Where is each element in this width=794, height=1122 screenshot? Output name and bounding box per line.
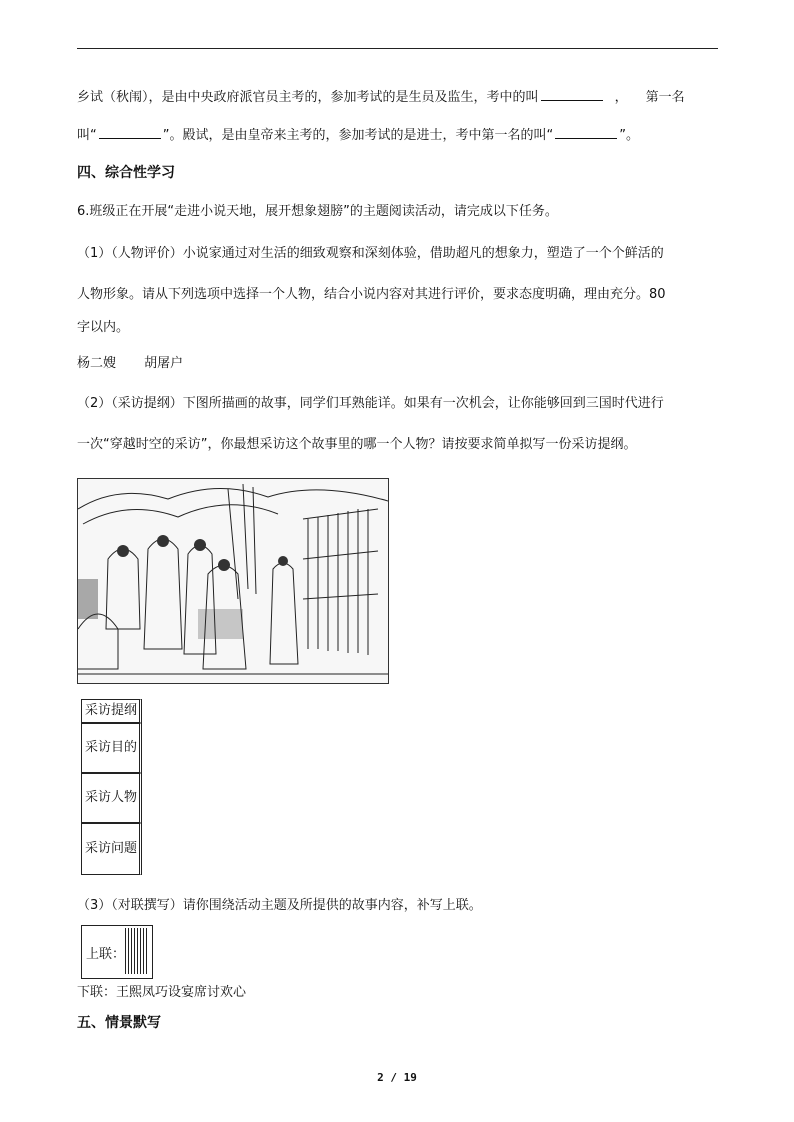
answer-blank[interactable] — [555, 124, 617, 139]
outline-title-cell — [81, 699, 142, 723]
q6-part2-line2: 一次“穿越时空的采访”，你最想采访这个故事里的哪一个人物？请按要求简单拟写一份采访提纲。 — [77, 437, 637, 452]
story-illustration — [77, 478, 389, 684]
outline-row-label: 采访目的 — [85, 740, 138, 755]
intro-line-1 — [77, 86, 685, 108]
q6-part1-line2: 人物形象。请从下列选项中选择一个人物，结合小说内容对其进行评价，要求态度明确，理由充分。80 — [77, 287, 666, 302]
q6-part2-line1: （2）（采访提纲）下图所描画的故事，同学们耳熟能详。如果有一次机会，让你能够回到三国时代进行 — [77, 396, 664, 411]
outline-row-label: 采访问题 — [85, 841, 138, 856]
couplet-upper-box[interactable] — [81, 925, 153, 979]
q6-options — [77, 354, 183, 374]
illustration-sketch-icon — [78, 479, 388, 683]
outline-row-label: 采访人物 — [85, 790, 138, 805]
outline-row-purpose[interactable] — [81, 723, 142, 773]
answer-blank[interactable] — [541, 86, 603, 101]
couplet-lower: 下联：王熙凤巧设宴席讨欢心 — [77, 985, 247, 1000]
outline-title: 采访提纲 — [85, 703, 138, 718]
intro-line-2 — [77, 124, 639, 146]
intro-comma: ， — [614, 90, 628, 105]
intro-text: 乡试（秋闱），是由中央政府派官员主考的，参加考试的是生员及监生，考中的叫 — [77, 90, 539, 105]
intro-text: ”。殿试，是由皇帝来主考的，参加考试的是进士，考中第一名的叫“ — [162, 128, 554, 143]
q6-part3-line1: （3）（对联撰写）请你围绕活动主题及所提供的故事内容，补写上联。 — [77, 898, 482, 913]
couplet-writing-lines — [125, 928, 149, 974]
header-rule — [77, 48, 718, 49]
page-number: 2 / 19 — [377, 1071, 417, 1084]
q6-part1-line3: 字以内。 — [77, 320, 130, 335]
q6-part1-line1: （1）（人物评价）小说家通过对生活的细致观察和深刻体验，借助超凡的想象力，塑造了一个个鲜活的 — [77, 246, 664, 261]
couplet-upper-label: 上联： — [86, 947, 126, 962]
section-5-heading: 五、情景默写 — [77, 1015, 161, 1031]
intro-text: ”。 — [619, 128, 639, 143]
intro-text: 第一名 — [645, 90, 685, 105]
intro-text: 叫“ — [77, 128, 97, 143]
outline-row-questions[interactable] — [81, 823, 142, 875]
section-4-heading: 四、综合性学习 — [77, 165, 175, 181]
outline-row-person[interactable] — [81, 773, 142, 823]
answer-blank[interactable] — [99, 124, 161, 139]
option-yang-ersao[interactable]: 杨二嫂 — [77, 356, 117, 371]
option-hu-tuhu[interactable]: 胡屠户 — [144, 356, 184, 371]
question-6-stem: 6.班级正在开展“走进小说天地，展开想象翅膀”的主题阅读活动，请完成以下任务。 — [77, 204, 558, 219]
